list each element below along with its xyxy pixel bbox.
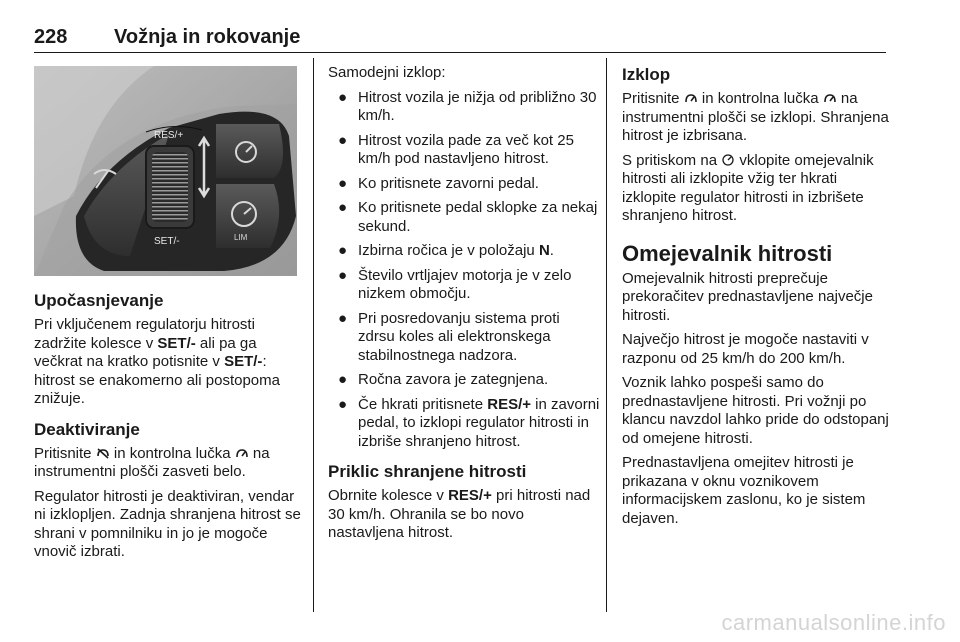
column-1 — [34, 290, 304, 568]
deactivated-info-paragraph: Regulator hitrosti je deaktiviran, vendar ni izklopljen. Zadnja shranjena hitrost se shrani v pomnilniku in jo je mogoče vnovič izbrati. — [34, 487, 301, 560]
list-item: ● Ko pritisnete pedal sklopke za nekaj sekund. — [338, 199, 598, 235]
list-item: ● Pri posredovanju sistema proti zdrsu koles ali elektronskega stabilnostnega nadzora. — [338, 309, 560, 364]
auto-off-list — [328, 89, 600, 452]
list-item: ● Če hkrati pritisnete RES/+ in zavorni pedal, to izklopi regulator hitrosti in izbriše shranjeno hitrost. — [338, 395, 600, 450]
list-item: ● Ročna zavora je zategnjena. — [338, 371, 549, 388]
limiter-intro-paragraph: Omejevalnik hitrosti preprečuje prekoračitev prednastavljene največje hitrosti. — [622, 269, 873, 324]
column-divider-2 — [606, 58, 607, 612]
page-title: Vožnja in rokovanje — [114, 26, 301, 48]
limiter-switch-paragraph: S pritiskom na vklopite omejevalnik hitrosti ali izklopite vžig ter hkrati izklopite regulator hitrosti in izbrišete shranjeno hitrost. — [622, 151, 874, 224]
page-header — [34, 26, 886, 54]
recall-speed-paragraph: Obrnite kolesce v RES/+ pri hitrosti nad 30 km/h. Ohranila se bo novo nastavljena hitrost. — [328, 487, 591, 541]
limiter-range-paragraph: Največjo hitrost je mogoče nastaviti v razponu od 25 km/h do 200 km/h. — [622, 331, 869, 367]
list-item: ● Ko pritisnete zavorni pedal. — [338, 174, 539, 192]
column-divider-1 — [313, 58, 314, 612]
heading-deceleration: Upočasnjevanje — [34, 291, 164, 310]
set-minus-label: SET/- — [154, 236, 180, 247]
heading-recall-speed: Priklic shranjene hitrosti — [328, 462, 527, 481]
watermark: carmanualsonline.info — [721, 610, 946, 635]
cruise-indicator-icon — [235, 447, 249, 459]
column-3 — [622, 64, 892, 534]
steering-wheel-controls-image — [34, 66, 297, 276]
cruise-control-icon — [684, 92, 698, 104]
list-item: ● Število vrtljajev motorja je v zelo nizkem območju. — [338, 266, 572, 302]
cruise-control-figure — [34, 66, 297, 276]
list-item: ● Hitrost vozila je nižja od približno 30 km/h. — [338, 88, 597, 124]
column-2 — [328, 64, 600, 549]
speed-limiter-icon — [721, 154, 735, 166]
limiter-driving-paragraph: Voznik lahko pospeši samo do prednastavljene hitrosti. Pri vožnji po klancu navzdol lahko pride do odstopanj od omejene hitrosti. — [622, 374, 889, 447]
heading-deactivation: Deaktiviranje — [34, 419, 140, 439]
lim-label: LIM — [234, 233, 248, 242]
header-rule — [34, 52, 886, 53]
cruise-indicator-icon — [823, 92, 837, 104]
cruise-off-icon — [96, 447, 110, 459]
list-item: ● Hitrost vozila pade za več kot 25 km/h pod nastavljeno hitrost. — [338, 131, 574, 167]
limiter-display-paragraph: Prednastavljena omejitev hitrosti je prikazana v oknu voznikovem informacijskem zaslonu, ko je sistem dejaven. — [622, 454, 866, 527]
deactivation-paragraph: Pritisnite in kontrolna lučka na instrumentni plošči zasveti belo. — [34, 444, 270, 480]
heading-speed-limiter: Omejevalnik hitrosti — [622, 240, 833, 266]
list-item: ● Izbirna ročica je v položaju N. — [338, 242, 554, 259]
res-plus-label: RES/+ — [154, 130, 184, 141]
switch-off-paragraph: Pritisnite in kontrolna lučka na instrumentni plošči se izklopi. Shranjena hitrost je izbrisana. — [622, 90, 889, 144]
deceleration-paragraph: Pri vključenem regulatorju hitrosti zadržite kolesce v SET/- ali pa ga večkrat na kratko potisnite v SET/-: hitrost se enakomerno ali postopoma znižuje. — [34, 316, 280, 407]
heading-switch-off: Izklop — [622, 65, 671, 84]
auto-off-intro: Samodejni izklop: — [328, 64, 446, 81]
page-number: 228 — [34, 26, 68, 48]
